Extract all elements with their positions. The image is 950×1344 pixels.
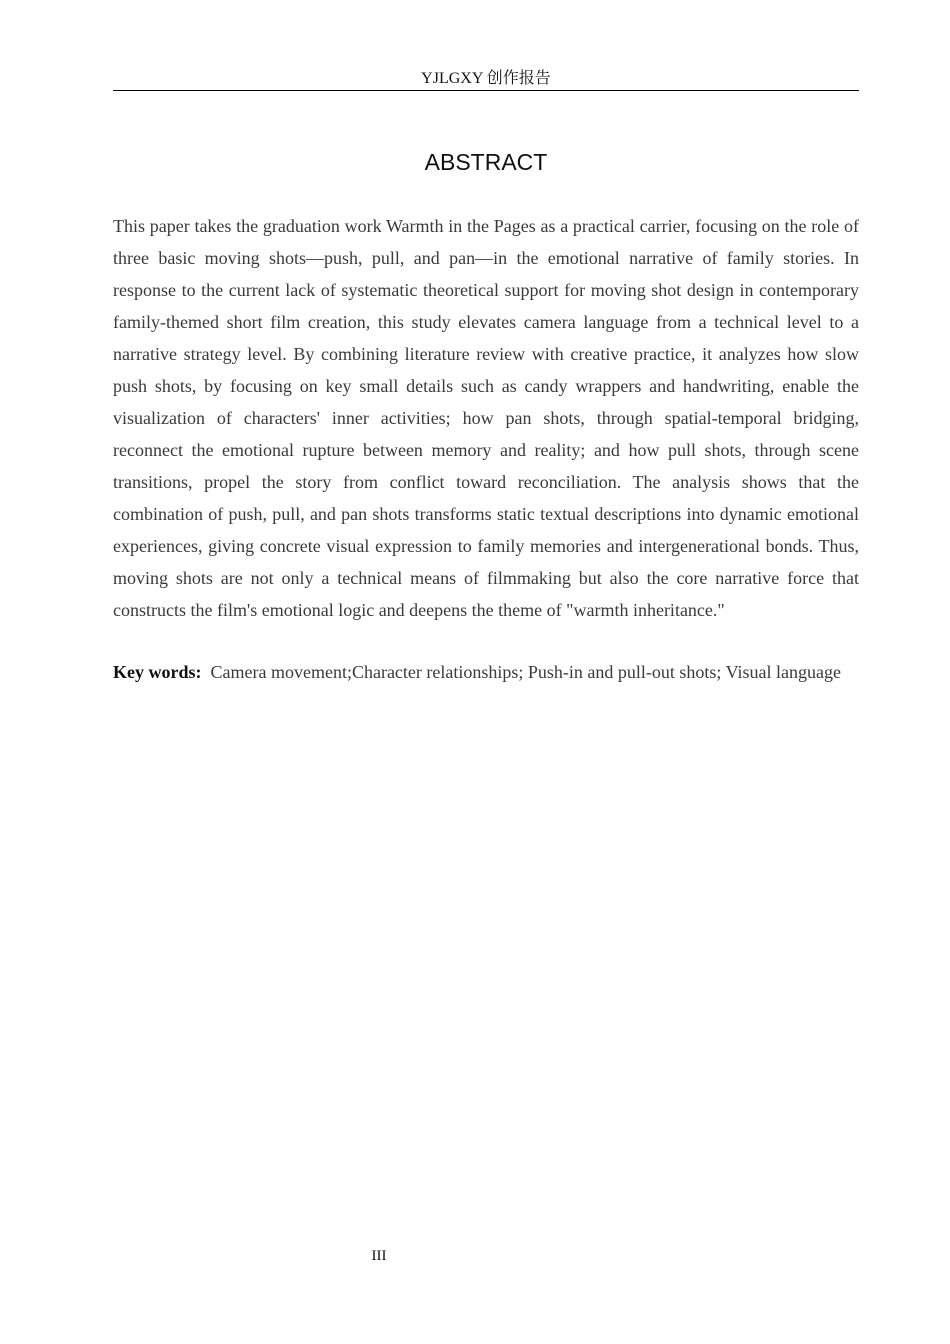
- abstract-title: ABSTRACT: [424, 149, 548, 175]
- keywords-text: Camera movement;Character relationships; Push-in and pull-out shots; Visual language: [210, 662, 841, 682]
- keywords-paragraph: [113, 656, 859, 688]
- abstract-body: This paper takes the graduation work Warmth in the Pages as a practical carrier, focusing on the role of three basic moving shots—push, pull, and pan—in the emotional narrative of family stories. In response to the current lack of systematic theoretical support for moving shot design in contemporary family-themed short film creation, this study elevates camera language from a technical level to a narrative strategy level. By combining literature review with creative practice, it analyzes how slow push shots, by focusing on key small details such as candy wrappers and handwriting, enable the visualization of characters' inner activities; how pan shots, through spatial-temporal bridging, reconnect the emotional rupture between memory and reality; and how pull shots, through scene transitions, propel the story from conflict toward reconciliation. The analysis shows that the combination of push, pull, and pan shots transforms static textual descriptions into dynamic emotional experiences, giving concrete visual expression to family memories and intergenerational bonds. Thus, moving shots are not only a technical means of filmmaking but also the core narrative force that constructs the film's emotional logic and deepens the theme of "warmth inheritance.": [113, 216, 859, 620]
- keywords-label: Key words:: [113, 662, 202, 682]
- page-number: III: [371, 1248, 387, 1264]
- running-header: YJLGXY 创作报告: [113, 68, 859, 91]
